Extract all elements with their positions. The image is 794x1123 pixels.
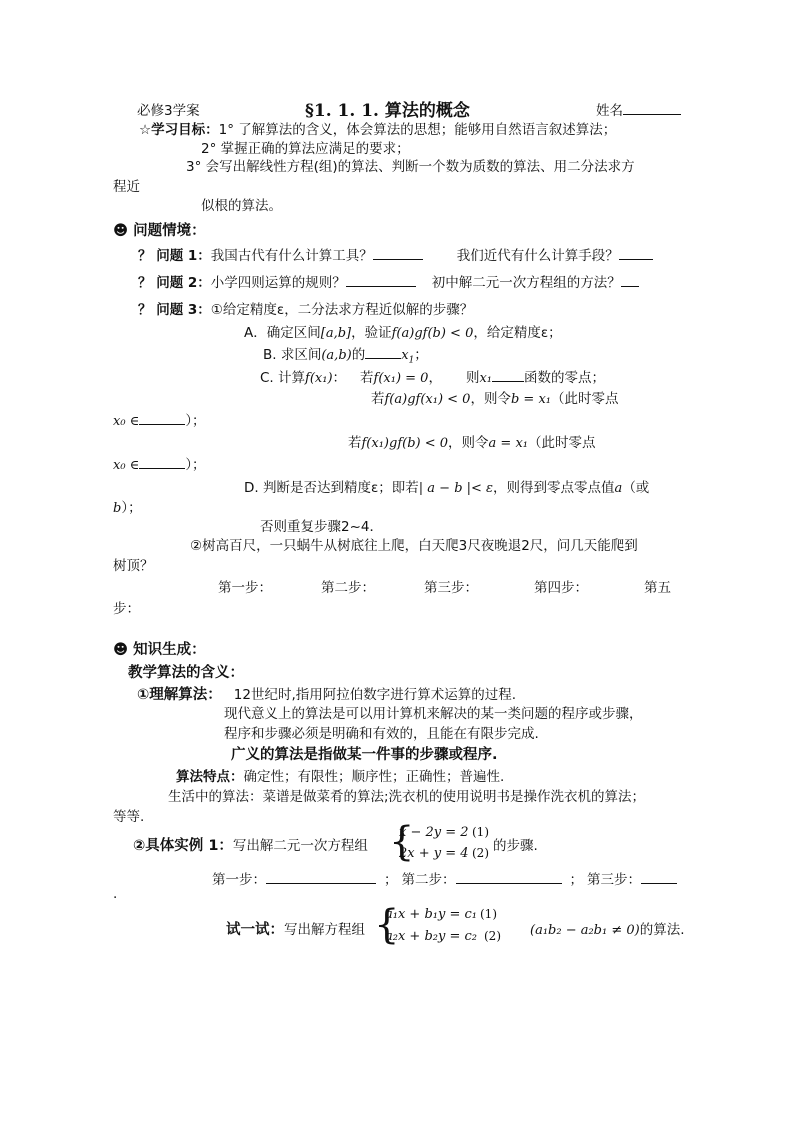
snail-step-4: 第四步： (534, 580, 588, 596)
snail-step-3: 第三步： (424, 580, 478, 596)
step-c-cond2: f(a)gf(x₁) < 0 (384, 392, 471, 407)
ex-step-3-blank (641, 869, 677, 884)
try-line (226, 918, 365, 939)
step-c-if1: 若 (360, 370, 374, 386)
x0-in-1: x₀ ∈ (113, 414, 140, 429)
step-d-cont (113, 496, 142, 516)
example-eq2-row (399, 846, 469, 861)
question-1-a: 我国古代有什么计算工具？ (210, 248, 373, 264)
repeat-note: 否则重复步骤2~4． (260, 519, 383, 535)
snail-problem-2: 树顶？ (113, 558, 154, 574)
step-b-blank (365, 344, 401, 359)
question-2 (138, 271, 639, 291)
snail-step-5: 第五 (644, 580, 671, 596)
ex-step-1: 第一步： (212, 872, 266, 888)
question-2-a: 小学四则运算的规则？ (210, 275, 346, 291)
step-b-2: 的 (351, 347, 366, 363)
objectives-line1 (139, 118, 616, 138)
x0-in-2: x₀ ∈ (113, 458, 140, 473)
step-d-1: D. 判断是否达到精度ε；即若 (244, 480, 419, 496)
objectives-label: ☆学习目标： (139, 122, 219, 138)
x0-close-2: ）； (185, 457, 206, 473)
step-c-then1b: 则 (465, 370, 480, 386)
try-eq2-row (385, 929, 477, 944)
step-c-assign3: a = x₁ (488, 436, 528, 451)
example-period: . (113, 886, 118, 902)
step-c-if3: 若 (348, 435, 362, 451)
question-1-label: ？ 问题 1： (138, 248, 211, 264)
x0-line-1 (113, 409, 206, 429)
step-d-cond: | a − b |< ε (418, 481, 494, 496)
step-c-then2: ，则令 (470, 391, 511, 407)
question-3 (138, 298, 473, 318)
try-cond: (a₁b₂ − a₂b₁ ≠ 0) (530, 923, 640, 938)
step-b-3: ； (414, 347, 428, 363)
step-c-line3 (348, 431, 595, 451)
example-eq1: x − 2y = 2 (399, 825, 469, 840)
broad-definition: 广义的算法是指做某一件事的步骤或程序. (231, 747, 498, 763)
example-tag2: (2) (472, 846, 489, 860)
step-a-2: ，验证 (351, 325, 392, 341)
step-c-2: ： (332, 370, 347, 386)
step-a-1: A．确定区间 (244, 325, 321, 341)
situation-heading: ☻ 问题情境： (113, 223, 206, 239)
question-1 (138, 244, 653, 264)
objective-3: 3° 会写出解线性方程(组)的算法、判断一个数为质数的算法、用二分法求方 (186, 159, 635, 175)
name-label-text: 姓名 (596, 103, 623, 119)
step-c-if2: 若 (371, 391, 385, 407)
question-2-b: 初中解二元一次方程组的方法？ (431, 275, 621, 291)
page-title: §1. 1. 1. 算法的概念 (305, 101, 470, 121)
step-b (263, 343, 428, 366)
example-label: ②具体实例 1： (133, 838, 233, 854)
snail-step-cont: 步： (113, 601, 140, 617)
step-d (244, 476, 649, 496)
objective-3-cont2: 似根的算法。 (201, 198, 282, 214)
ex-semi-2: ； (569, 872, 583, 888)
step-a-cond: f(a)gf(b) < 0 (391, 326, 474, 341)
try-tag2: (2) (484, 929, 501, 943)
try-eq1-row (385, 907, 477, 922)
understand-3: 程序和步骤必须是明确和有效的，且能在有限步完成. (224, 726, 539, 742)
snail-problem-1: ②树高百尺，一只蜗牛从树底往上爬，白天爬3尺夜晚退2尺，问几天能爬到 (190, 538, 638, 554)
features-text: 确定性；有限性；顺序性；正确性；普遍性. (243, 769, 505, 785)
ex-step-1-blank (266, 869, 376, 884)
example-eq1-row (399, 825, 469, 840)
try-eq1: a₁x + b₁y = c₁ (385, 907, 477, 922)
understand-2: 现代意义上的算法是可以用计算机来解决的某一类问题的程序或步骤， (224, 706, 643, 722)
question-3-label: ？ 问题 3： (138, 302, 211, 318)
snail-step-2: 第二步： (321, 580, 375, 596)
understand-line1 (137, 683, 516, 704)
life-2: 等等. (113, 809, 145, 825)
step-c-line2 (371, 387, 619, 407)
understand-1: 12世纪时,指用阿拉伯数字进行算术运算的过程. (233, 687, 517, 703)
try-label: 试一试： (226, 922, 284, 938)
objective-3-cont1: 程近 (113, 179, 140, 195)
x0-close-1: ）； (185, 413, 206, 429)
try-cond-line (530, 918, 685, 938)
ex-step-2-blank (456, 869, 562, 884)
step-d-3: （或 (622, 480, 650, 496)
example-text: 写出解二元一次方程组 (232, 838, 368, 854)
step-b-sub: 1 (408, 355, 415, 366)
step-c-cond1: f(x₁) = 0 (373, 371, 429, 386)
question-1-b: 我们近代有什么计算手段？ (456, 248, 619, 264)
step-c-then1c: 函数的零点； (524, 370, 605, 386)
example-tail: 的步骤. (493, 838, 538, 854)
step-c-zero2: （此时零点 (551, 391, 619, 407)
step-d-4: ）； (121, 500, 142, 516)
example-1 (133, 834, 368, 855)
step-c-then3: ，则令 (448, 435, 489, 451)
question-2-label: ？ 问题 2： (138, 275, 211, 291)
example-tag1: (1) (472, 825, 489, 839)
step-c-zero3: （此时零点 (527, 435, 596, 451)
step-c-assign2: b = x₁ (510, 392, 551, 407)
step-c-var: x₁ (479, 371, 492, 386)
step-c-cond3: f(x₁)gf(b) < 0 (361, 436, 449, 451)
objective-2: 2° 掌握正确的算法应满足的要求； (201, 141, 410, 157)
q2-blank-b (621, 272, 639, 287)
course-label: 必修3学案 (137, 103, 200, 119)
objective-1: 1° 了解算法的含义，体会算法的思想；能够用自然语言叙述算法； (218, 122, 617, 138)
step-b-interval: (a,b) (321, 348, 352, 363)
step-c-line1 (260, 366, 605, 386)
step-c-expr: f(x₁) (305, 371, 333, 386)
example-eq2: 2x + y = 4 (399, 846, 469, 861)
step-c-blank (492, 367, 524, 382)
question-3-text: ①给定精度ε，二分法求方程近似解的步骤？ (210, 302, 474, 318)
features-line (176, 765, 504, 785)
try-eq2: a₂x + b₂y = c₂ (385, 929, 477, 944)
ex-step-3: 第三步： (587, 872, 641, 888)
q1-blank-b (619, 245, 653, 260)
step-a-interval: [a,b] (320, 326, 352, 341)
example-steps (212, 868, 677, 888)
step-c-1: C. 计算 (260, 370, 306, 386)
ex-step-2: 第二步： (401, 872, 456, 888)
try-brace: { (374, 902, 400, 948)
example-brace: { (389, 819, 415, 865)
ex-semi-1: ； (384, 872, 398, 888)
try-text: 写出解方程组 (284, 922, 365, 938)
step-a (244, 321, 562, 341)
x0-blank-2 (139, 454, 185, 469)
q1-blank-a (373, 245, 423, 260)
step-d-a: a (614, 481, 623, 496)
step-d-2: ，则得到零点零点值 (493, 480, 615, 496)
try-tail: 的算法. (639, 922, 685, 938)
understand-label: ①理解算法： (137, 687, 222, 703)
q2-blank-a (346, 272, 416, 287)
features-label: 算法特点： (176, 769, 244, 785)
step-d-b: b (113, 501, 122, 516)
try-tag1: (1) (480, 907, 497, 921)
x0-blank-1 (139, 410, 185, 425)
name-label (596, 99, 681, 119)
step-b-1: B. 求区间 (263, 347, 322, 363)
step-c-then1a: ， (428, 370, 442, 386)
snail-step-1: 第一步： (218, 580, 272, 596)
step-a-3: ，给定精度ε； (473, 325, 562, 341)
knowledge-sub: 教学算法的含义： (128, 665, 244, 681)
knowledge-heading: ☻ 知识生成： (113, 642, 206, 658)
x0-line-2 (113, 453, 206, 473)
step-b-var: x (401, 348, 409, 363)
life-1: 生活中的算法：菜谱是做菜肴的算法;洗衣机的使用说明书是操作洗衣机的算法； (168, 789, 646, 805)
name-blank (623, 100, 681, 115)
